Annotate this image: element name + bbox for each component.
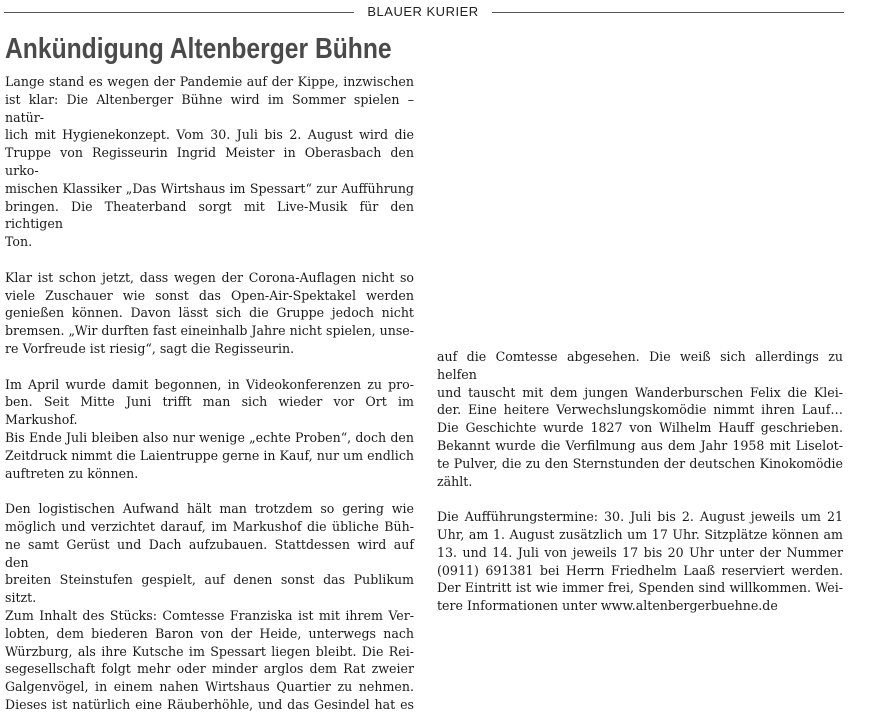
article-column-left bbox=[5, 73, 414, 714]
text-line: 13. und 14. Juli von jeweils 17 bis 20 Uhr unter der Nummer bbox=[437, 544, 843, 560]
text-line: Den logistischen Aufwand hält man trotzdem so gering wie bbox=[5, 501, 414, 517]
text-line: zählt. bbox=[437, 473, 473, 489]
masthead-rule-right bbox=[492, 12, 844, 13]
text-line: mischen Klassiker „Das Wirtshaus im Spessart“ zur Aufführung bbox=[5, 180, 414, 196]
text-line: Die Geschichte wurde 1827 von Wilhelm Hauff geschrieben. bbox=[437, 420, 843, 436]
text-line: viele Zuschauer wie sonst das Open-Air-Spektakel werden bbox=[5, 287, 414, 303]
text-line: ne samt Gerüst und Dach aufzubauen. Stattdessen wird auf den bbox=[5, 536, 414, 570]
text-line: und tauscht mit dem jungen Wanderburschen Felix die Klei- bbox=[437, 384, 843, 400]
text-line: bringen. Die Theaterband sorgt mit Live-Musik für den richtigen bbox=[5, 198, 414, 232]
masthead-rule-left bbox=[4, 12, 354, 13]
left-column-paragraph bbox=[5, 376, 414, 483]
left-column-paragraph bbox=[5, 73, 414, 251]
left-column-paragraph bbox=[5, 269, 414, 358]
text-line: re Vorfreude ist riesig“, sagt die Regisseurin. bbox=[5, 340, 295, 356]
text-line: Zeitdruck nimmt die Laientruppe gerne in Kauf, nur um endlich bbox=[5, 447, 414, 463]
masthead bbox=[4, 4, 844, 20]
text-line: auf die Comtesse abgesehen. Die weiß sich allerdings zu helfen bbox=[437, 349, 843, 382]
text-line: Die Aufführungstermine: 30. Juli bis 2. August jeweils um 21 bbox=[437, 509, 843, 525]
right-column-paragraph bbox=[437, 508, 843, 615]
text-line: tere Informationen unter www.altenbergerbuehne.de bbox=[437, 598, 778, 614]
text-line: Im April wurde damit begonnen, in Videokonferenzen zu pro- bbox=[5, 376, 414, 392]
text-line: (0911) 691381 bei Herrn Friedhelm Laaß reserviert werden. bbox=[437, 562, 843, 578]
text-line: Uhr, am 1. August zusätzlich um 17 Uhr. Sitzplätze können am bbox=[437, 526, 843, 542]
text-line: der. Eine heitere Verwechslungskomödie nimmt ihren Lauf… bbox=[437, 402, 843, 418]
text-line: Dieses ist natürlich eine Räuberhöhle, und das Gesindel hat es bbox=[5, 696, 414, 712]
article-column-right bbox=[437, 348, 843, 615]
newspaper-name: BLAUER KURIER bbox=[367, 4, 479, 19]
text-line: Truppe von Regisseurin Ingrid Meister in Oberasbach den urko- bbox=[5, 145, 414, 178]
article-headline: Ankündigung Altenberger Bühne bbox=[5, 33, 392, 65]
text-line: ist klar: Die Altenberger Bühne wird im Sommer spielen – natür- bbox=[5, 91, 414, 125]
text-line: ben. Seit Mitte Juni trifft man sich wieder vor Ort im Markushof. bbox=[5, 394, 414, 428]
text-line: Galgenvögel, in einem nahen Wirtshaus Quartier zu nehmen. bbox=[5, 679, 414, 695]
text-line: auftreten zu können. bbox=[5, 465, 139, 481]
text-line: Klar ist schon jetzt, dass wegen der Corona-Auflagen nicht so bbox=[5, 269, 414, 285]
text-line: breiten Steinstufen gespielt, auf denen sonst das Publikum sitzt. bbox=[5, 572, 414, 606]
text-line: Ton. bbox=[5, 234, 33, 250]
text-line: genießen können. Davon lässt sich die Gruppe jedoch nicht bbox=[5, 305, 414, 321]
text-line: Bekannt wurde die Verfilmung aus dem Jahr 1958 mit Liselot- bbox=[437, 437, 843, 453]
text-line: Bis Ende Juli bleiben also nur wenige „echte Proben“, doch den bbox=[5, 429, 414, 445]
text-line: lobten, dem biederen Baron von der Heide, unterwegs nach bbox=[5, 625, 414, 641]
text-line: Würzburg, als ihre Kutsche im Spessart liegen bleibt. Die Rei- bbox=[5, 643, 414, 659]
right-column-paragraph bbox=[437, 348, 843, 490]
text-line: lich mit Hygienekonzept. Vom 30. Juli bis 2. August wird die bbox=[5, 127, 414, 143]
text-line: segesellschaft folgt mehr oder minder arglos dem Rat zweier bbox=[5, 661, 414, 677]
text-line: Lange stand es wegen der Pandemie auf der Kippe, inzwischen bbox=[5, 74, 414, 89]
text-line: Der Eintritt ist wie immer frei, Spenden sind willkommen. Wei- bbox=[437, 580, 843, 596]
text-line: te Pulver, die zu den Sternstunden der deutschen Kinokomödie bbox=[437, 455, 843, 471]
text-line: Zum Inhalt des Stücks: Comtesse Franziska ist mit ihrem Ver- bbox=[5, 607, 414, 623]
text-line: möglich und verzichtet darauf, im Markushof die übliche Büh- bbox=[5, 518, 414, 534]
text-line: bremsen. „Wir durften fast eineinhalb Jahre nicht spielen, unse- bbox=[5, 323, 414, 339]
left-column-paragraph bbox=[5, 500, 414, 714]
